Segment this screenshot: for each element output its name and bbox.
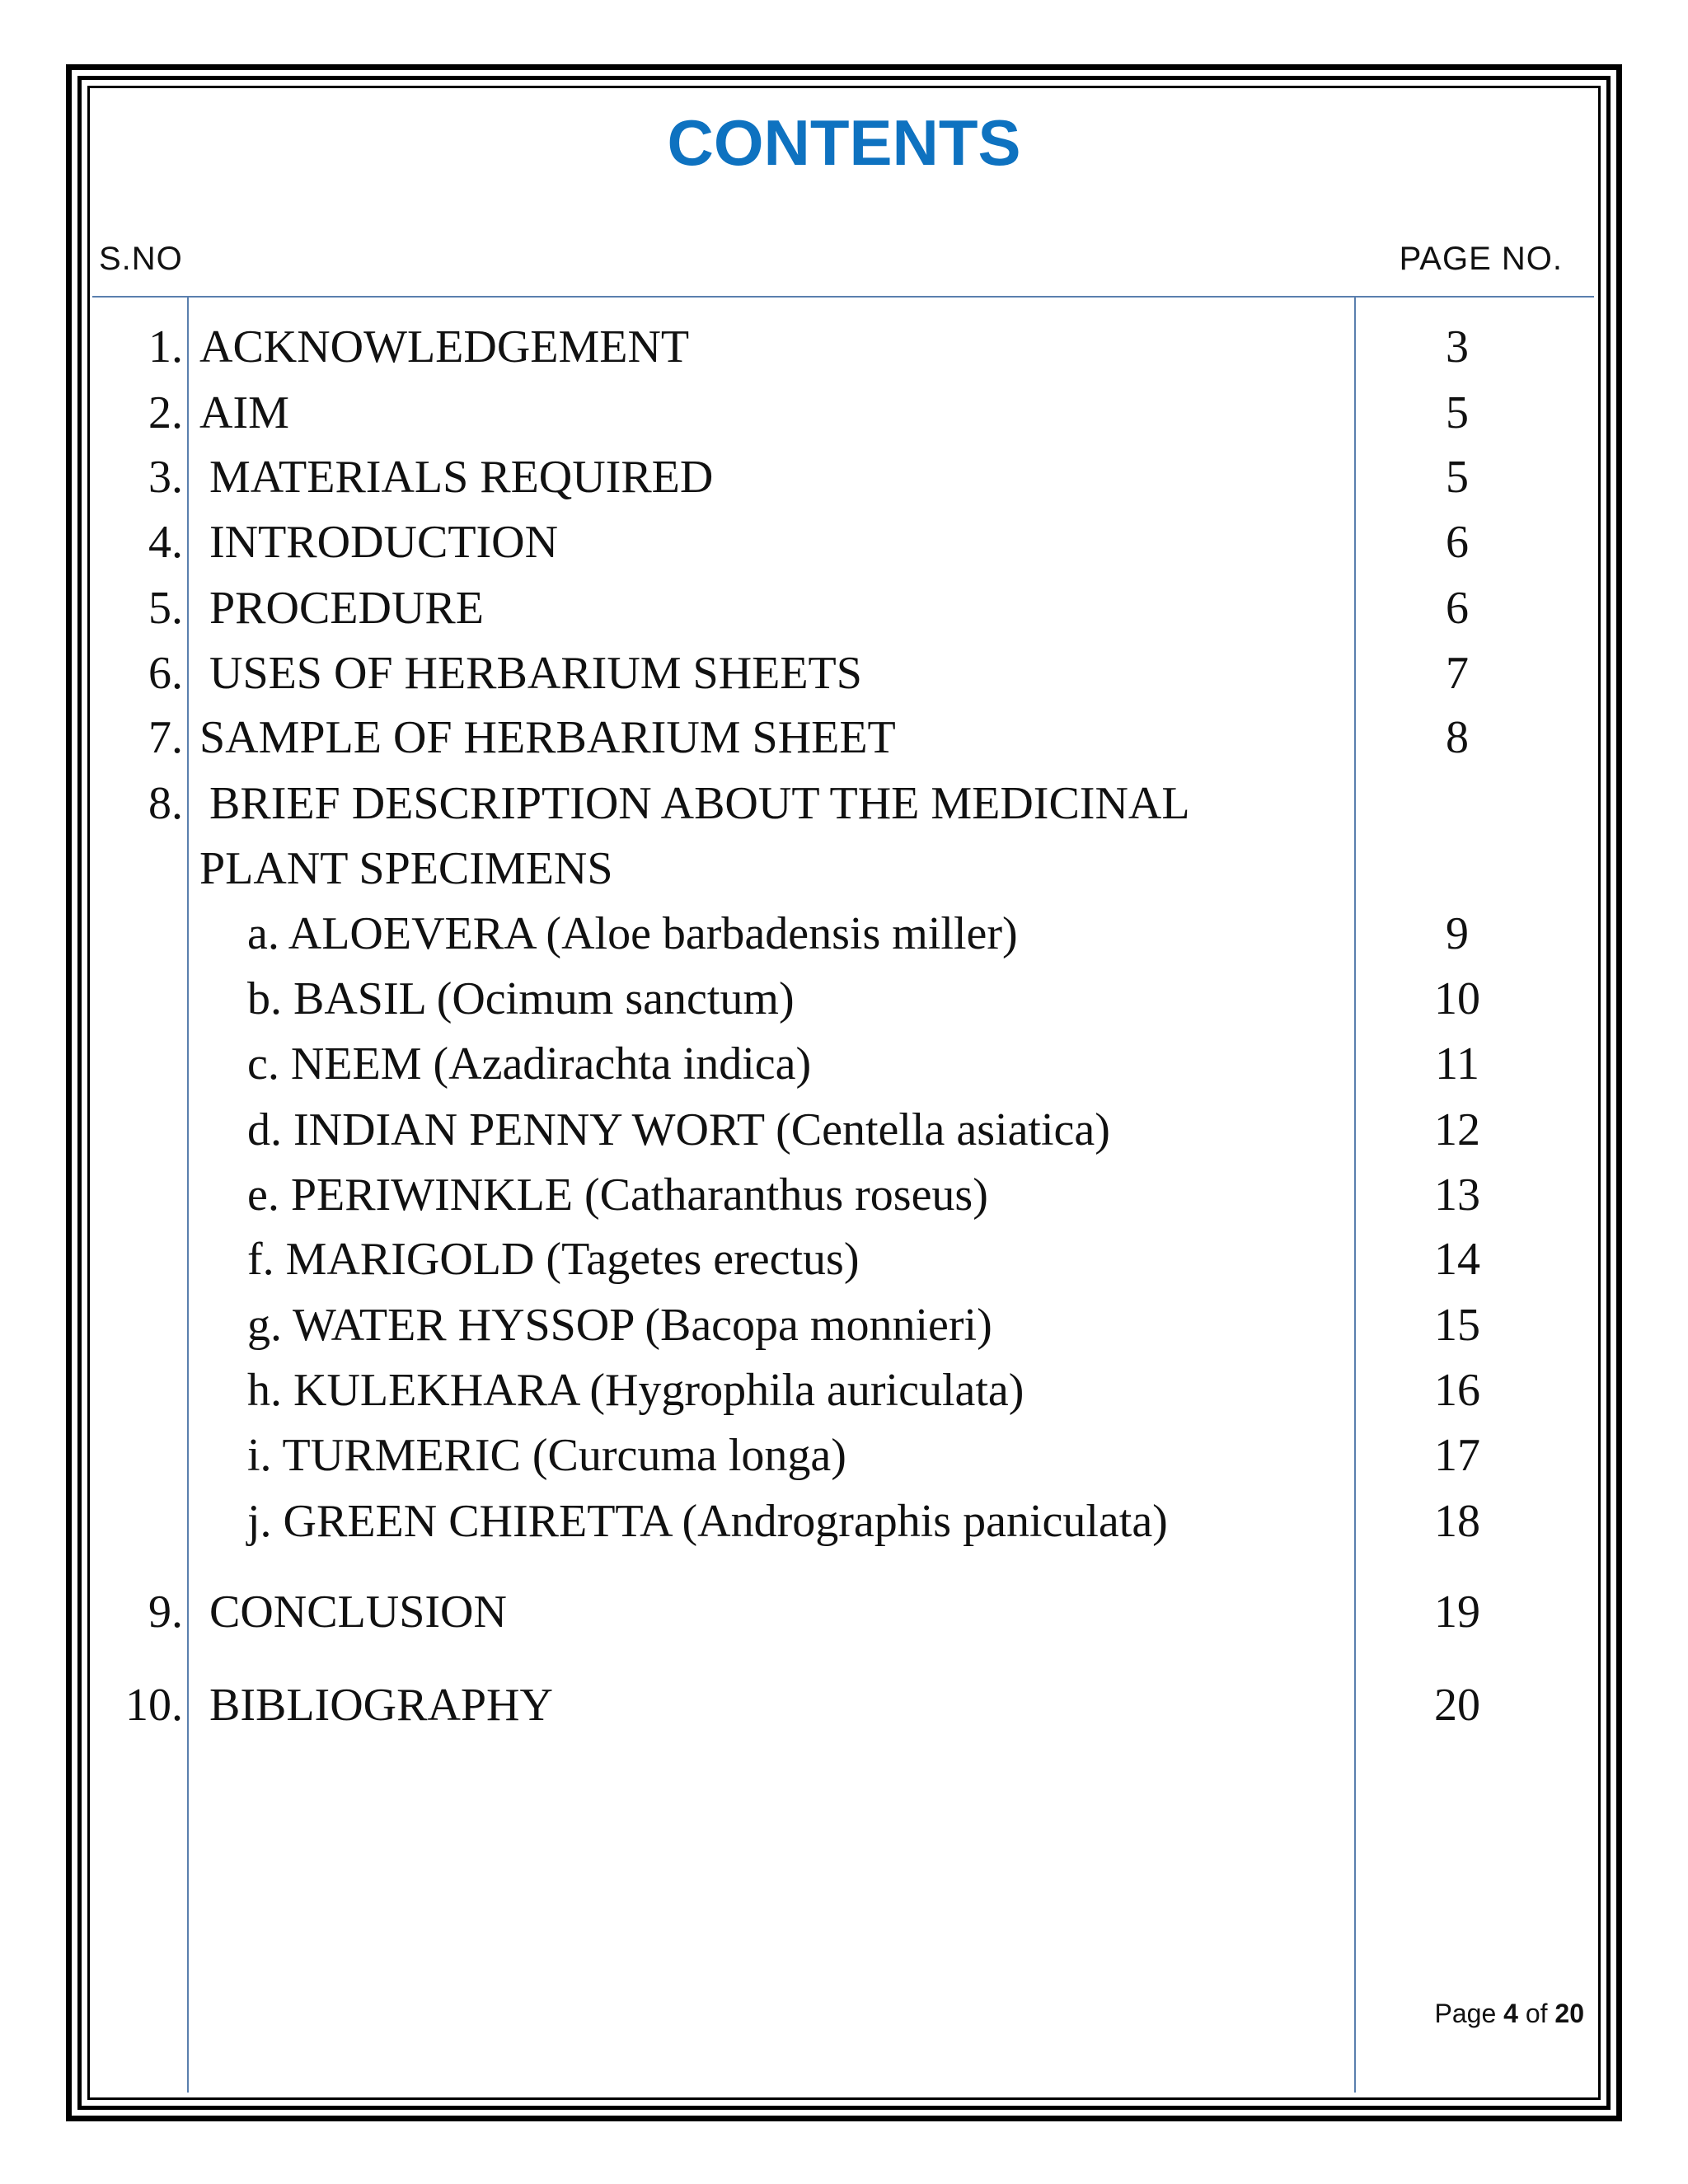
entry-title: CONCLUSION <box>209 1586 507 1638</box>
entry-title: PLANT SPECIMENS <box>199 843 613 894</box>
entry-title: SAMPLE OF HERBARIUM SHEET <box>199 712 896 763</box>
toc-entry <box>0 711 1688 764</box>
toc-entry-continuation <box>0 842 1688 895</box>
toc-subentry <box>0 907 1688 960</box>
footer-prefix: Page <box>1434 1999 1497 2028</box>
toc-entry <box>0 1586 1688 1638</box>
entry-title: b. BASIL (Ocimum sanctum) <box>247 973 795 1024</box>
entry-page: 8 <box>1446 712 1469 763</box>
footer-current-page: 4 <box>1503 1999 1518 2028</box>
page-footer <box>1435 1999 1584 2029</box>
entry-title: USES OF HERBARIUM SHEETS <box>209 648 862 699</box>
entry-title: BIBLIOGRAPHY <box>209 1680 553 1731</box>
entry-page: 14 <box>1434 1234 1480 1285</box>
header-divider <box>92 296 1594 298</box>
entry-page: 13 <box>1434 1169 1480 1221</box>
entry-page: 15 <box>1434 1300 1480 1351</box>
entry-page: 10 <box>1434 973 1480 1024</box>
toc-subentry <box>0 1038 1688 1090</box>
toc-subentry <box>0 1233 1688 1286</box>
column-header-sno: S.NO <box>99 241 183 277</box>
entry-page: 3 <box>1446 321 1469 373</box>
entry-page: 6 <box>1446 517 1469 568</box>
toc-subentry <box>0 1429 1688 1482</box>
entry-number: 6. <box>148 648 183 699</box>
toc-entry <box>0 1679 1688 1732</box>
entry-page: 12 <box>1434 1104 1480 1155</box>
entry-title: a. ALOEVERA (Aloe barbadensis miller) <box>247 908 1018 959</box>
entry-page: 5 <box>1446 452 1469 503</box>
footer-total-pages: 20 <box>1554 1999 1584 2028</box>
toc-subentry <box>0 1299 1688 1352</box>
entry-number: 2. <box>148 387 183 438</box>
entry-page: 9 <box>1446 908 1469 959</box>
entry-title: f. MARIGOLD (Tagetes erectus) <box>247 1234 860 1285</box>
toc-subentry <box>0 1495 1688 1548</box>
entry-title: MATERIALS REQUIRED <box>209 452 714 503</box>
entry-page: 6 <box>1446 583 1469 634</box>
entry-title: PROCEDURE <box>209 583 484 634</box>
toc-subentry <box>0 1364 1688 1417</box>
entry-title: AIM <box>199 387 289 438</box>
toc-subentry <box>0 972 1688 1025</box>
entry-number: 1. <box>148 321 183 373</box>
toc-entry <box>0 647 1688 700</box>
entry-page: 7 <box>1446 648 1469 699</box>
toc-entry <box>0 516 1688 569</box>
column-header-page-no: PAGE NO. <box>1399 241 1563 277</box>
toc-entry <box>0 777 1688 830</box>
entry-page: 17 <box>1434 1430 1480 1481</box>
entry-title: BRIEF DESCRIPTION ABOUT THE MEDICINAL <box>209 778 1190 829</box>
toc-entry <box>0 321 1688 373</box>
toc-entry <box>0 451 1688 504</box>
footer-of: of <box>1525 1999 1548 2028</box>
entry-page: 19 <box>1434 1586 1480 1638</box>
entry-title: e. PERIWINKLE (Catharanthus roseus) <box>247 1169 988 1221</box>
entry-title: INTRODUCTION <box>209 517 559 568</box>
entry-title: ACKNOWLEDGEMENT <box>199 321 690 373</box>
toc-entry <box>0 387 1688 439</box>
toc-subentry <box>0 1169 1688 1221</box>
entry-page: 20 <box>1434 1680 1480 1731</box>
entry-title: c. NEEM (Azadirachta indica) <box>247 1038 812 1090</box>
entry-number: 3. <box>148 452 183 503</box>
toc-entry <box>0 582 1688 635</box>
entry-title: d. INDIAN PENNY WORT (Centella asiatica) <box>247 1104 1110 1155</box>
toc-subentry <box>0 1104 1688 1156</box>
entry-page: 5 <box>1446 387 1469 438</box>
entry-number: 4. <box>148 517 183 568</box>
page-title: CONTENTS <box>667 106 1021 179</box>
entry-number: 8. <box>148 778 183 829</box>
entry-page: 16 <box>1434 1365 1480 1416</box>
entry-number: 5. <box>148 583 183 634</box>
entry-page: 18 <box>1434 1496 1480 1547</box>
entry-page: 11 <box>1435 1038 1479 1090</box>
entry-title: i. TURMERIC (Curcuma longa) <box>247 1430 846 1481</box>
entry-title: j. GREEN CHIRETTA (Andrographis paniculata) <box>247 1496 1168 1547</box>
entry-title: h. KULEKHARA (Hygrophila auriculata) <box>247 1365 1025 1416</box>
entry-number: 10. <box>125 1680 183 1731</box>
entry-number: 7. <box>148 712 183 763</box>
entry-title: g. WATER HYSSOP (Bacopa monnieri) <box>247 1300 992 1351</box>
entry-number: 9. <box>148 1586 183 1638</box>
